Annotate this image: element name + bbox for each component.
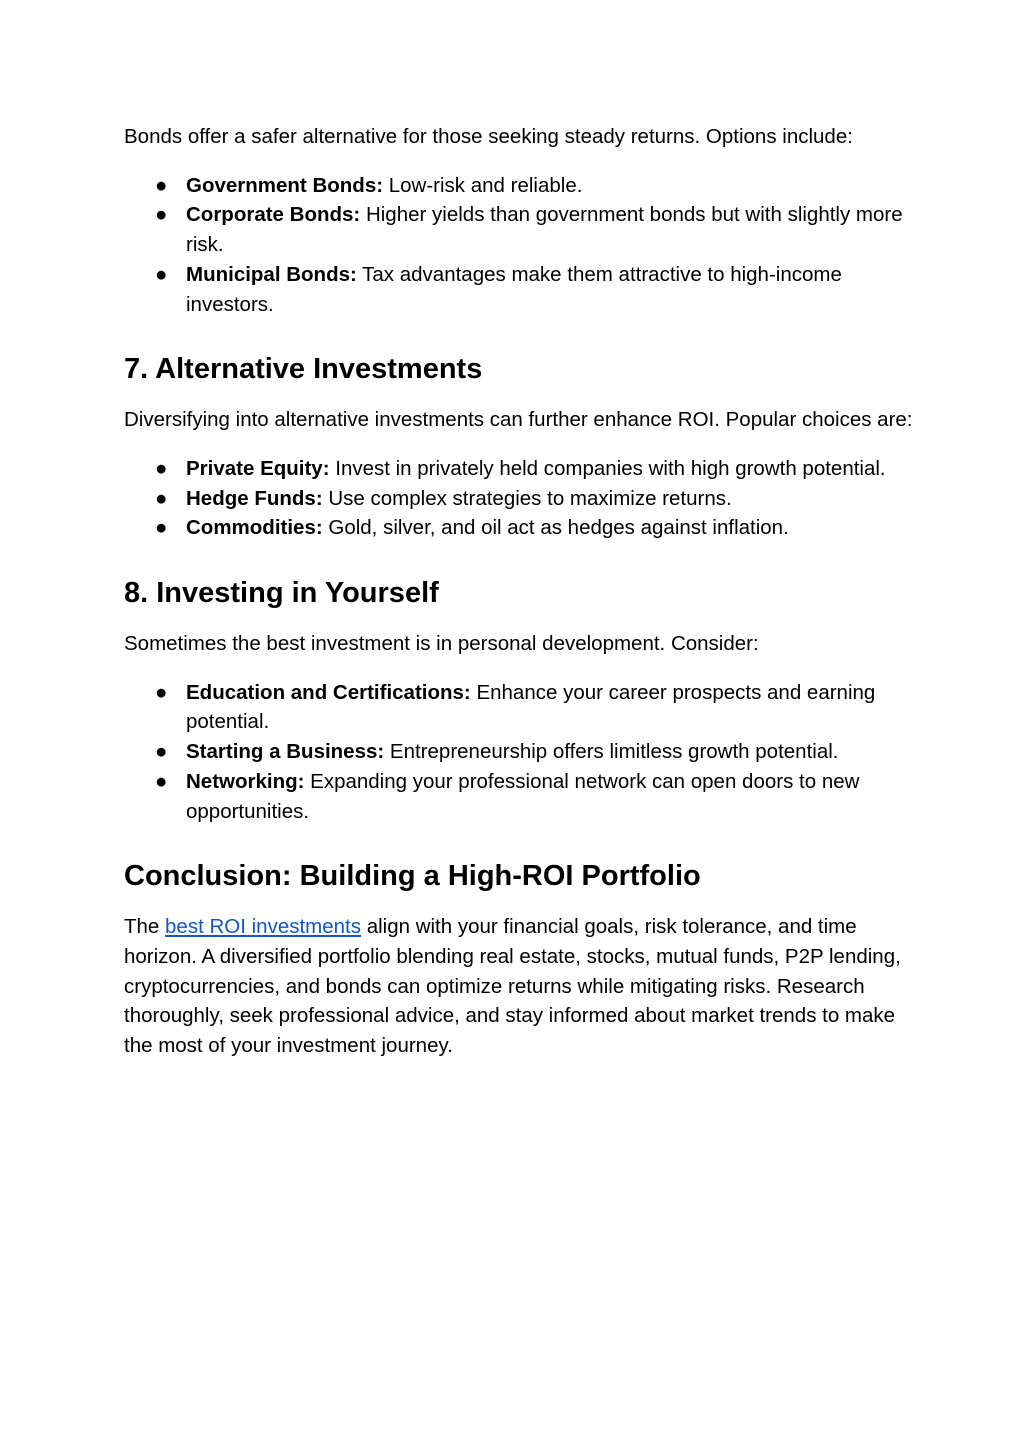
- list-item: [124, 737, 914, 767]
- bullet-icon: ●: [155, 456, 168, 480]
- bonds-intro-paragraph: Bonds offer a safer alternative for those seeking steady returns. Options include:: [124, 125, 853, 148]
- bullet-icon: ●: [155, 203, 168, 227]
- section-heading-investing-in-yourself: 8. Investing in Yourself: [124, 577, 439, 610]
- list-item: [124, 678, 914, 737]
- list-item-description: Low-risk and reliable.: [383, 173, 583, 197]
- list-item-description: Enhance your career prospects and earning potential.: [186, 680, 876, 734]
- list-item: [124, 513, 914, 543]
- list-item: [124, 484, 914, 514]
- bullet-icon: ●: [155, 486, 168, 510]
- list-item-term: Government Bonds:: [186, 173, 384, 197]
- alternative-investments-list: [124, 454, 914, 543]
- list-item-description: Entrepreneurship offers limitless growth potential.: [384, 740, 839, 764]
- list-item-term: Private Equity:: [186, 456, 330, 480]
- list-item-term: Corporate Bonds:: [186, 203, 361, 227]
- list-item-description: Tax advantages make them attractive to high-income investors.: [186, 262, 842, 316]
- bullet-icon: ●: [155, 740, 168, 764]
- bullet-icon: ●: [155, 173, 168, 197]
- list-item: [124, 171, 914, 201]
- conclusion-text-rest: align with your financial goals, risk tolerance, and time horizon. A diversified portfolio blending real estate, stocks, mutual funds, P2P lending, cryptocurrencies, and bonds can optimize returns while mitigating risks. Research thoroughly, seek professional advice, and stay informed about market trends to make the most of your investment journey.: [124, 915, 901, 1058]
- list-item: [124, 454, 914, 484]
- list-item-description: Use complex strategies to maximize returns.: [322, 486, 732, 510]
- list-item-description: Expanding your professional network can open doors to new opportunities.: [186, 769, 860, 823]
- list-item-term: Commodities:: [186, 516, 323, 540]
- list-item-term: Municipal Bonds:: [186, 262, 357, 286]
- list-item-term: Education and Certifications:: [186, 680, 471, 704]
- list-item-term: Starting a Business:: [186, 740, 385, 764]
- list-item-description: Gold, silver, and oil act as hedges against inflation.: [322, 516, 789, 540]
- bullet-icon: ●: [155, 680, 168, 704]
- list-item: [124, 260, 914, 319]
- investing-in-yourself-list: [124, 678, 914, 827]
- list-item-description: Higher yields than government bonds but with slightly more risk.: [186, 203, 903, 257]
- conclusion-paragraph: [124, 912, 914, 1061]
- list-item-term: Networking:: [186, 769, 305, 793]
- bullet-icon: ●: [155, 769, 168, 793]
- bullet-icon: ●: [155, 262, 168, 286]
- best-roi-investments-link[interactable]: best ROI investments: [165, 915, 361, 939]
- investing-in-yourself-paragraph: Sometimes the best investment is in personal development. Consider:: [124, 632, 759, 656]
- list-item: [124, 200, 914, 259]
- list-item-description: Invest in privately held companies with high growth potential.: [329, 456, 886, 480]
- list-item-term: Hedge Funds:: [186, 486, 323, 510]
- section-heading-conclusion: Conclusion: Building a High-ROI Portfolio: [124, 860, 701, 893]
- bullet-icon: ●: [155, 516, 168, 540]
- alternative-investments-paragraph: Diversifying into alternative investments can further enhance ROI. Popular choices are:: [124, 408, 913, 432]
- section-heading-alternative-investments: 7. Alternative Investments: [124, 353, 483, 386]
- bonds-list: [124, 171, 914, 320]
- document-page: [124, 122, 914, 1061]
- conclusion-text-start: The: [124, 915, 166, 939]
- list-item: [124, 767, 914, 826]
